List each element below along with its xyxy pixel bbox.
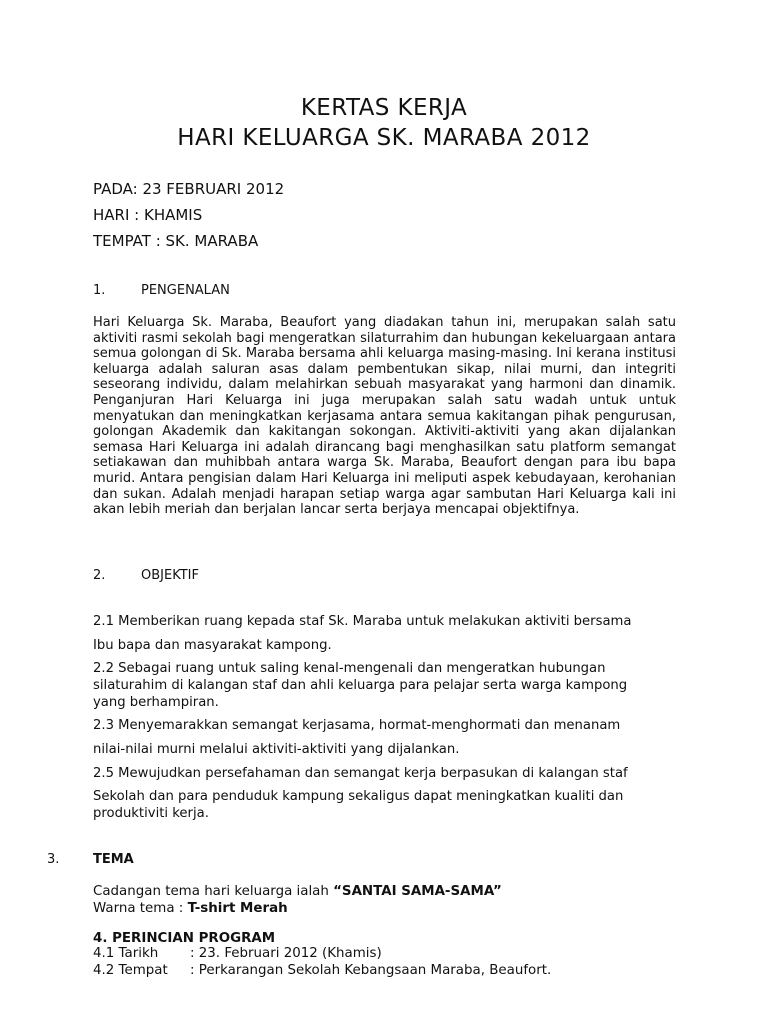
theme-color-line bbox=[93, 901, 288, 916]
objective-line: Ibu bapa dan masyarakat kampong. bbox=[93, 638, 332, 653]
section1-heading: PENGENALAN bbox=[141, 283, 230, 298]
theme-value: “SANTAI SAMA-SAMA” bbox=[333, 884, 502, 899]
section2-number: 2. bbox=[93, 568, 106, 583]
section1-number: 1. bbox=[93, 283, 106, 298]
document-title-line1: KERTAS KERJA bbox=[300, 95, 468, 121]
objective-line: silaturahim di kalangan staf dan ahli keluarga para pelajar serta warga kampong bbox=[93, 678, 628, 693]
program-row-label: 4.2 Tempat bbox=[93, 963, 168, 978]
theme-color-prefix: Warna tema : bbox=[93, 901, 188, 916]
meta-date: PADA: 23 FEBRUARI 2012 bbox=[93, 180, 285, 198]
meta-day: HARI : KHAMIS bbox=[93, 206, 203, 224]
section2-heading: OBJEKTIF bbox=[141, 568, 199, 583]
objective-line: 2.5 Mewujudkan persefahaman dan semangat kerja berpasukan di kalangan staf bbox=[93, 766, 628, 781]
program-row-value: : Perkarangan Sekolah Kebangsaan Maraba, Beaufort. bbox=[190, 963, 552, 978]
theme-prefix: Cadangan tema hari keluarga ialah bbox=[93, 884, 334, 899]
objective-line: yang berhampiran. bbox=[93, 695, 219, 710]
objective-line: Sekolah dan para penduduk kampung sekaligus dapat meningkatkan kualiti dan bbox=[93, 789, 624, 804]
objective-line: 2.3 Menyemarakkan semangat kerjasama, hormat-menghormati dan menanam bbox=[93, 718, 621, 733]
meta-place: TEMPAT : SK. MARABA bbox=[93, 232, 259, 250]
program-row-value: : 23. Februari 2012 (Khamis) bbox=[190, 946, 382, 961]
objective-line: produktiviti kerja. bbox=[93, 806, 209, 821]
section3-heading: TEMA bbox=[93, 852, 134, 867]
program-row-label: 4.1 Tarikh bbox=[93, 946, 159, 961]
theme-color-value: T-shirt Merah bbox=[187, 901, 288, 916]
section1-body: Hari Keluarga Sk. Maraba, Beaufort yang diadakan tahun ini, merupakan salah satu aktiviti rasmi sekolah bagi mengeratkan silaturrahim dan hubungan kekeluargaan antara semua golongan di Sk. Maraba bersama ahli keluarga masing-masing. Ini kerana institusi keluarga adalah saluran asas dalam pembentukan sikap, nilai murni, dan integriti seseorang individu, dalam melahirkan sebuah masyarakat yang harmoni dan dinamik. Penganjuran Hari Keluarga ini juga merupakan salah satu wadah untuk untuk menyatukan dan meningkatkan kerjasama antara semua kakitangan pihak pengurusan, golongan Akademik dan kakitangan sokongan. Aktiviti-aktiviti yang akan dijalankan semasa Hari Keluarga ini adalah dirancang bagi menghasilkan satu platform semangat setiakawan dan muhibbah antara warga Sk. Maraba, Beaufort dengan para ibu bapa murid. Antara pengisian dalam Hari Keluarga ini meliputi aspek kebudayaan, kerohanian dan sukan. Adalah menjadi harapan setiap warga agar sambutan Hari Keluarga kali ini akan lebih meriah dan berjalan lancar serta berjaya mencapai objektifnya. bbox=[93, 315, 676, 518]
section3-number: 3. bbox=[47, 852, 60, 867]
document-title-line2: HARI KELUARGA SK. MARABA 2012 bbox=[177, 125, 591, 151]
objective-line: nilai-nilai murni melalui aktiviti-aktiviti yang dijalankan. bbox=[93, 742, 460, 757]
objective-line: 2.2 Sebagai ruang untuk saling kenal-mengenali dan mengeratkan hubungan bbox=[93, 661, 606, 676]
theme-line bbox=[93, 884, 502, 899]
objective-line: 2.1 Memberikan ruang kepada staf Sk. Maraba untuk melakukan aktiviti bersama bbox=[93, 614, 632, 629]
section4-heading: 4. PERINCIAN PROGRAM bbox=[93, 931, 276, 946]
